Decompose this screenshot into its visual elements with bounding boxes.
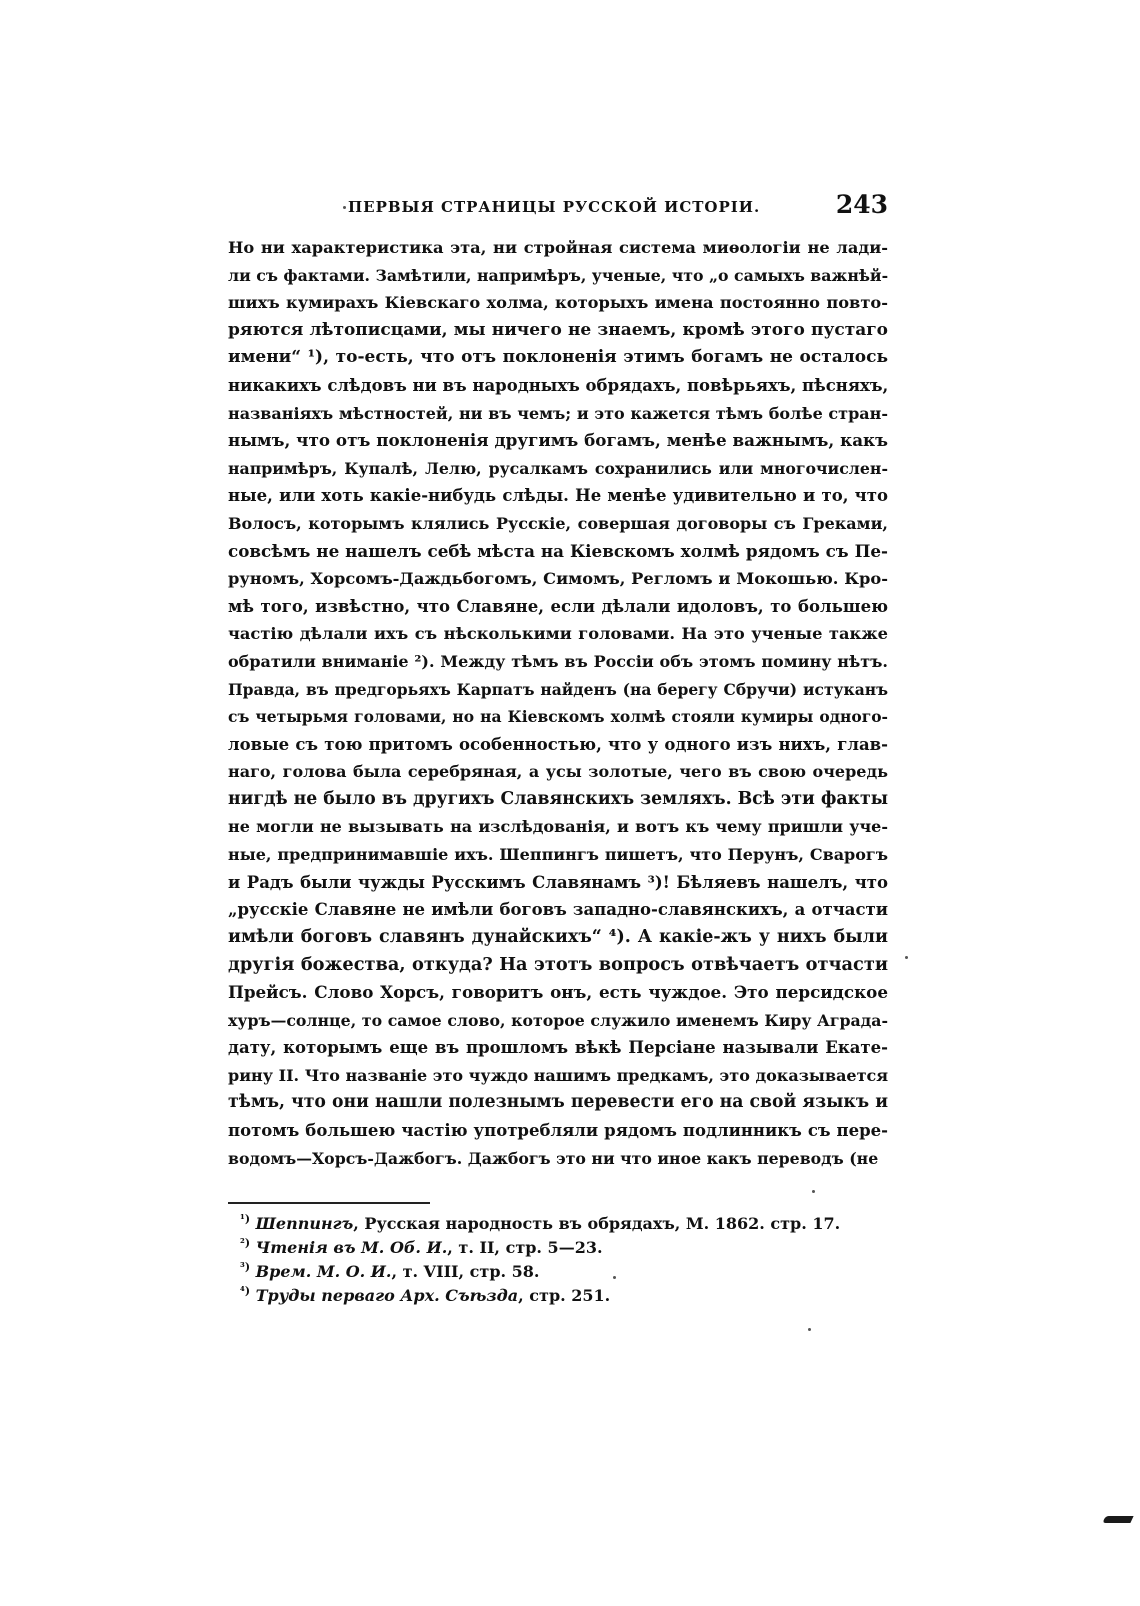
text-line: водомъ—Хорсъ-Дажбогъ. Дажбогъ это ни что иное какъ переводъ (не — [228, 1148, 879, 1168]
print-speck — [808, 1328, 811, 1331]
footnote — [240, 1212, 860, 1236]
text-line: нигдѣ не было въ другихъ Славянскихъ земляхъ. Всѣ эти факты — [228, 788, 888, 809]
text-line: названіяхъ мѣстностей, ни въ чемъ; и это кажется тѣмъ болѣе стран- — [228, 403, 888, 423]
footnote-marker: ⁴) — [240, 1284, 251, 1298]
print-speck — [613, 1276, 616, 1279]
footnote-marker: ²) — [240, 1236, 251, 1250]
text-line: мѣ того, извѣстно, что Славяне, если дѣлали идоловъ, то большею — [228, 596, 888, 616]
footnote-divider — [228, 1202, 430, 1204]
main-text — [228, 234, 888, 1172]
text-line: никакихъ слѣдовъ ни въ народныхъ обрядахъ, повѣрьяхъ, пѣсняхъ, — [228, 375, 888, 395]
footnotes — [240, 1212, 860, 1308]
text-line: „русскіе Славяне не имѣли боговъ западно-славянскихъ, а отчасти — [228, 900, 888, 920]
text-line: ловые съ тою притомъ особенностью, что у одного изъ нихъ, глав- — [228, 734, 888, 754]
text-line: не могли не вызывать на изслѣдованія, и вотъ къ чему пришли уче- — [228, 817, 888, 837]
text-line: наго, голова была серебряная, а усы золотые, чего въ свою очередь — [228, 762, 888, 782]
footnote-source: Труды перваго Арх. Съѣзда — [255, 1286, 519, 1305]
print-speck — [343, 206, 346, 209]
text-line: Прейсъ. Слово Хорсъ, говоритъ онъ, есть чуждое. Это персидское — [228, 982, 888, 1003]
print-speck — [905, 956, 908, 959]
page-number: 243 — [835, 190, 888, 219]
text-line: шихъ кумирахъ Кіевскаго холма, которыхъ имена постоянно повто- — [228, 293, 888, 313]
footnote-marker: ¹) — [240, 1212, 251, 1226]
print-speck — [812, 1190, 815, 1193]
footnote-text: , Русская народность въ обрядахъ, М. 1862. стр. 17. — [353, 1214, 841, 1233]
text-line: ряются лѣтописцами, мы ничего не знаемъ, кромѣ этого пустаго — [228, 319, 888, 340]
text-line: хуръ—солнце, то самое слово, которое служило именемъ Киру Аграда- — [228, 1010, 888, 1030]
text-line: Правда, въ предгорьяхъ Карпатъ найденъ (на берегу Сбручи) истуканъ — [228, 679, 888, 699]
footnote-source: Чтенія въ М. Об. И. — [255, 1238, 448, 1257]
footnote-text: , т. II, стр. 5—23. — [447, 1238, 603, 1257]
footnote-source: Шеппингъ — [255, 1214, 354, 1233]
text-line: руномъ, Хорсомъ-Даждьбогомъ, Симомъ, Регломъ и Мокошью. Кро- — [228, 569, 888, 589]
footnote-text: , т. VIII, стр. 58. — [391, 1262, 540, 1281]
footnote — [240, 1236, 860, 1260]
text-line: нымъ, что отъ поклоненія другимъ богамъ, менѣе важнымъ, какъ — [228, 430, 888, 451]
text-line: частію дѣлали ихъ съ нѣсколькими головами. На это ученые также — [228, 624, 888, 644]
text-line: ные, или хоть какіе-нибудь слѣды. Не менѣе удивительно и то, что — [228, 486, 888, 506]
text-line: рину II. Что названіе это чуждо нашимъ предкамъ, это доказывается — [228, 1065, 888, 1085]
text-line: обратили вниманіе ²). Между тѣмъ въ Россіи объ этомъ помину нѣтъ. — [228, 651, 888, 671]
text-line: ные, предпринимавшіе ихъ. Шеппингъ пишетъ, что Перунъ, Сварогъ — [228, 845, 888, 865]
text-line: дату, которымъ еще въ прошломъ вѣкѣ Персіане называли Екате- — [228, 1038, 888, 1058]
text-line: Но ни характеристика эта, ни стройная система миѳологіи не лади- — [228, 238, 888, 257]
footnote-source: Врем. М. О. И. — [255, 1262, 392, 1281]
footnote — [240, 1284, 860, 1308]
running-head — [228, 190, 888, 226]
text-line: потомъ большею частію употребляли рядомъ подлинникъ съ пере- — [228, 1121, 888, 1140]
text-line: другія божества, откуда? На этотъ вопросъ отвѣчаетъ отчасти — [228, 954, 888, 976]
text-line: имени“ ¹), то-есть, что отъ поклоненія этимъ богамъ не осталось — [228, 347, 888, 368]
footnote-text: , стр. 251. — [518, 1286, 611, 1305]
text-line: совсѣмъ не нашелъ себѣ мѣста на Кіевскомъ холмѣ рядомъ съ Пе- — [228, 540, 888, 561]
text-line: напримѣръ, Купалѣ, Лелю, русалкамъ сохранились или многочислен- — [228, 458, 888, 478]
text-line: и Радъ были чужды Русскимъ Славянамъ ³)! Бѣляевъ нашелъ, что — [228, 872, 888, 892]
text-line: съ четырьмя головами, но на Кіевскомъ холмѣ стояли кумиры одного- — [228, 707, 888, 727]
page-edge-mark — [1102, 1516, 1133, 1523]
running-title: ПЕРВЫЯ СТРАНИЦЫ РУССКОЙ ИСТОРІИ. — [348, 198, 761, 216]
text-line: тѣмъ, что они нашли полезнымъ перевести его на свой языкъ и — [228, 1092, 888, 1113]
footnote-marker: ³) — [240, 1260, 251, 1274]
text-line: Волосъ, которымъ клялись Русскіе, совершая договоры съ Греками, — [228, 513, 888, 533]
footnote — [240, 1260, 860, 1284]
text-line: ли съ фактами. Замѣтили, напримѣръ, ученые, что „о самыхъ важнѣй- — [228, 265, 888, 285]
text-line: имѣли боговъ славянъ дунайскихъ“ ⁴). А какіе-жъ у нихъ были — [228, 926, 888, 947]
